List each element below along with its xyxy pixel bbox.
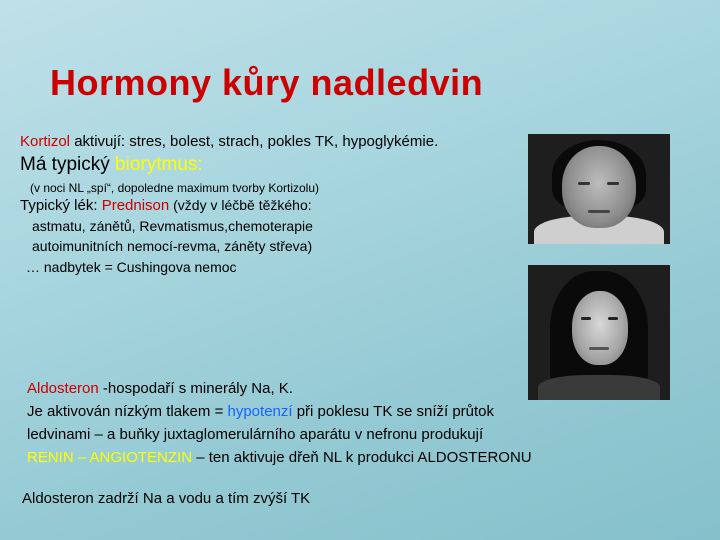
cushing-patient-photo — [528, 134, 670, 244]
aldosteron-line-2 — [27, 403, 494, 420]
aldosteron-summary: Aldosteron zadrží Na a vodu a tím zvýší TK — [22, 490, 311, 507]
aldosteron-line4-suffix: – ten aktivuje dřeň NL k produkci ALDOSTERONU — [192, 449, 532, 466]
woman-portrait-photo — [528, 265, 670, 400]
kortizol-line — [20, 133, 438, 150]
uses-line-1: astmatu, zánětů, Revmatismus,chemoterapie — [32, 218, 313, 234]
excess-line: … nadbytek = Cushingova nemoc — [26, 259, 237, 275]
aldosteron-line-1 — [27, 380, 293, 397]
aldosteron-line1-text: -hospodaří s minerály Na, K. — [98, 380, 293, 397]
drug-prefix: Typický lék: — [20, 197, 102, 214]
renin-angiotenzin-term: RENIN – ANGIOTENZIN — [27, 449, 193, 466]
aldosteron-line-4 — [27, 449, 532, 466]
aldosteron-line-3: ledvinami – a buňky juxtaglomerulárního aparátu v nefronu produkují — [27, 426, 484, 443]
hypotenzi-term: hypotenzí — [227, 403, 293, 420]
kortizol-term: Kortizol — [20, 133, 71, 150]
slide-title: Hormony kůry nadledvin — [50, 62, 484, 103]
biorhythm-term: biorytmus: — [115, 154, 203, 175]
drug-suffix: (vždy v léčbě těžkého: — [169, 197, 312, 213]
biorhythm-note: (v noci NL „spí“, dopoledne maximum tvorby Kortizolu) — [30, 181, 319, 195]
aldosteron-term: Aldosteron — [27, 380, 99, 397]
biorhythm-line — [20, 154, 203, 176]
aldosteron-line2-suffix: při poklesu TK se sníží průtok — [292, 403, 495, 420]
drug-term: Prednison — [101, 197, 170, 214]
uses-line-2: autoimunitních nemocí-revma, záněty střeva) — [32, 238, 313, 254]
kortizol-text: aktivují: stres, bolest, strach, pokles TK, hypoglykémie. — [70, 133, 439, 150]
drug-line — [20, 197, 312, 214]
biorhythm-prefix: Má typický — [20, 154, 116, 175]
aldosteron-line2-prefix: Je aktivován nízkým tlakem = — [27, 403, 228, 420]
